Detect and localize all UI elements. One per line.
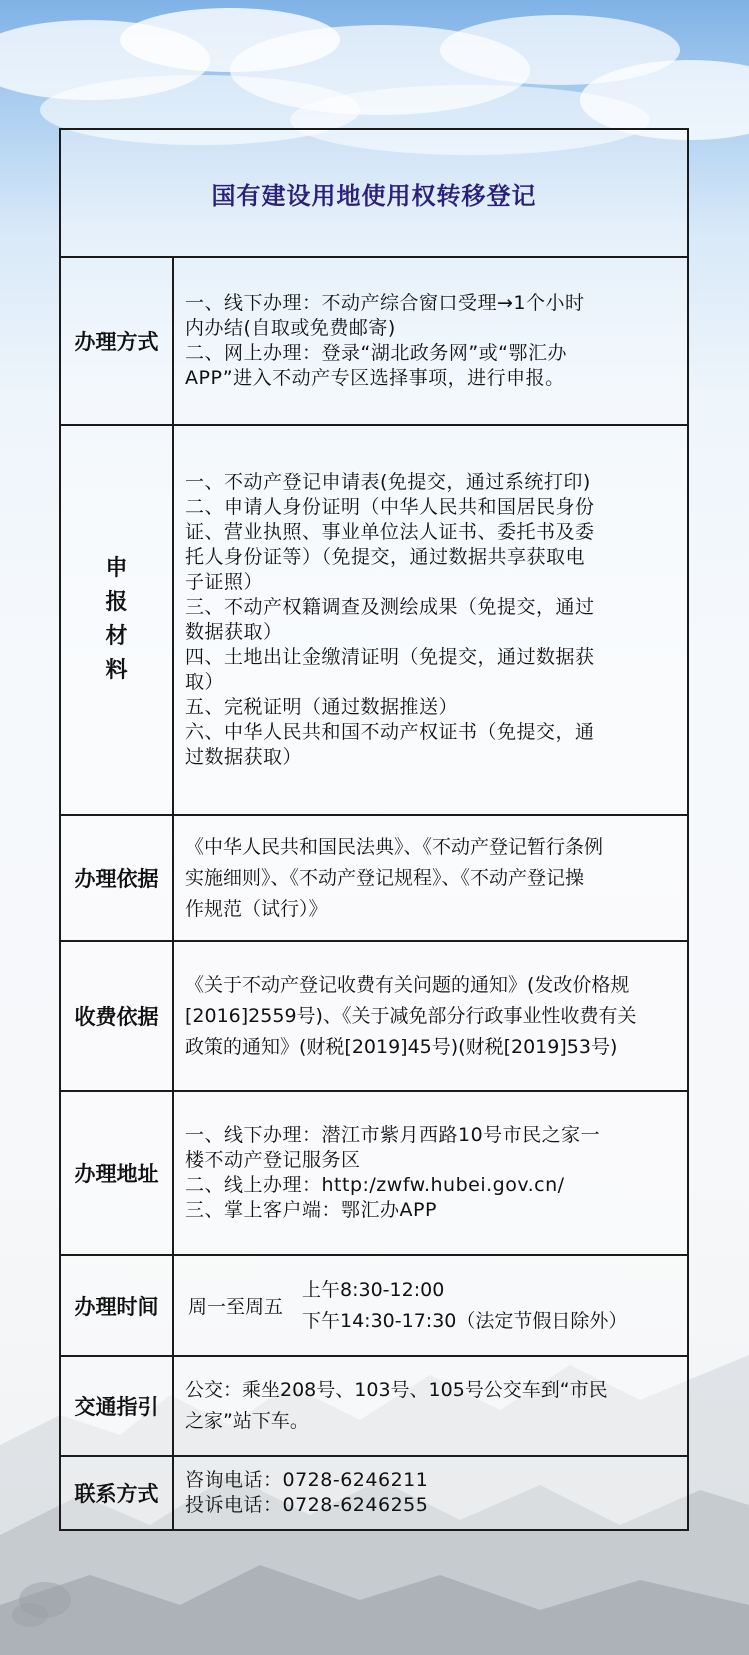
row-materials [61, 426, 687, 816]
text-line: 六、中华人民共和国不动产权证书（免提交，通 [185, 721, 595, 743]
time-slots [302, 1275, 627, 1337]
service-guide-table [59, 128, 689, 1531]
text-line: 政策的通知》(财税[2019]45号)(财税[2019]53号) [185, 1035, 618, 1058]
row-content-basis [174, 816, 687, 940]
row-label-materials [61, 426, 174, 814]
title-row [61, 130, 687, 258]
text-line: 内办结(自取或免费邮寄) [185, 317, 396, 339]
text-line: 作规范（试行）》 [185, 897, 328, 920]
text-line: APP”进入不动产专区选择事项，进行申报。 [185, 367, 565, 389]
consult-phone: 咨询电话：0728-6246211 [185, 1469, 429, 1491]
website-url: 二、线上办理：http:/zwfw.hubei.gov.cn/ [185, 1174, 565, 1196]
text-line: 二、网上办理：登录“湖北政务网”或“鄂汇办 [185, 342, 568, 364]
label-char: 报 [105, 590, 128, 615]
text-line: 四、土地出让金缴清证明（免提交，通过数据获 [185, 646, 595, 668]
row-address [61, 1092, 687, 1256]
row-label-address: 办理地址 [61, 1092, 174, 1254]
row-label-transport: 交通指引 [61, 1357, 174, 1455]
row-basis [61, 816, 687, 942]
label-char: 材 [105, 624, 128, 649]
text-line: 五、完税证明（通过数据推送） [185, 696, 459, 718]
text-line: 《关于不动产登记收费有关问题的通知》(发改价格规 [185, 973, 630, 996]
row-fee [61, 942, 687, 1092]
text-line: 三、不动产权籍调查及测绘成果（免提交，通过 [185, 596, 595, 618]
row-label-contact: 联系方式 [61, 1457, 174, 1529]
text-line: 实施细则》、《不动产登记规程》、《不动产登记操 [185, 866, 585, 889]
text-line: [2016]2559号)、《关于减免部分行政事业性收费有关 [185, 1004, 637, 1027]
afternoon-hours: 下午14:30-17:30（法定节假日除外） [302, 1309, 628, 1332]
page-title: 国有建设用地使用权转移登记 [211, 181, 537, 210]
row-method [61, 258, 687, 426]
text-line: 一、线下办理：不动产综合窗口受理→1个小时 [185, 292, 585, 314]
row-content-method [174, 258, 687, 424]
text-line: 一、线下办理：潜江市紫月西路10号市民之家一 [185, 1124, 601, 1146]
text-line: 二、申请人身份证明（中华人民共和国居民身份 [185, 496, 595, 518]
morning-hours: 上午8:30-12:00 [302, 1278, 445, 1301]
text-line: 三、掌上客户端：鄂汇办APP [185, 1199, 437, 1221]
text-line: 之家”站下车。 [185, 1410, 309, 1432]
text-line: 公交：乘坐208号、103号、105号公交车到“市民 [185, 1379, 608, 1401]
row-label-hours: 办理时间 [61, 1256, 174, 1355]
row-contact [61, 1457, 687, 1529]
row-label-basis: 办理依据 [61, 816, 174, 940]
label-char: 料 [105, 658, 128, 683]
text-line: 取） [185, 671, 225, 693]
text-line: 证、营业执照、事业单位法人证书、委托书及委 [185, 521, 595, 543]
row-content-contact [174, 1457, 687, 1529]
label-char: 申 [105, 556, 128, 581]
row-content-transport [174, 1357, 687, 1455]
text-line: 子证照） [185, 571, 264, 593]
complaint-phone: 投诉电话：0728-6246255 [185, 1494, 429, 1516]
row-content-fee [174, 942, 687, 1090]
text-line: 过数据获取） [185, 746, 303, 768]
row-label-fee: 收费依据 [61, 942, 174, 1090]
text-line: 一、不动产登记申请表(免提交，通过系统打印) [185, 471, 591, 493]
text-line: 《中华人民共和国民法典》、《不动产登记暂行条例 [185, 835, 604, 858]
row-content-hours [174, 1256, 687, 1355]
row-transport [61, 1357, 687, 1457]
text-line: 托人身份证等）（免提交，通过数据共享获取电 [185, 546, 586, 568]
row-hours [61, 1256, 687, 1357]
text-line: 数据获取） [185, 621, 283, 643]
row-label-method: 办理方式 [61, 258, 174, 424]
row-content-address [174, 1092, 687, 1254]
weekday-range: 周一至周五 [188, 1296, 284, 1318]
row-content-materials [174, 426, 687, 814]
text-line: 楼不动产登记服务区 [185, 1149, 361, 1171]
